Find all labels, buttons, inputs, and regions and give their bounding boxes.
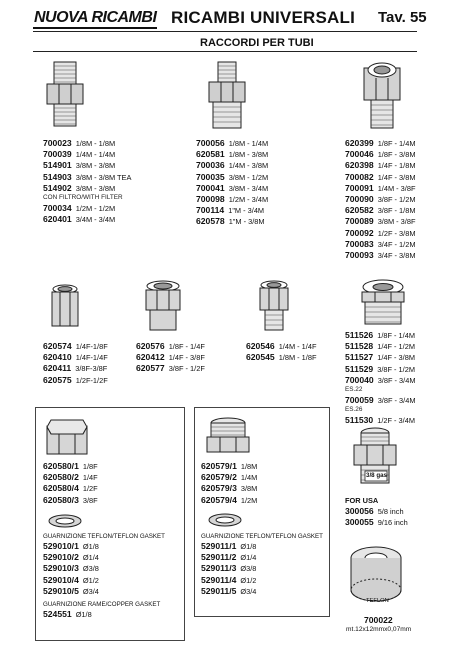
list-row2c	[246, 341, 316, 363]
gas-size-label: 3/8 gas	[366, 472, 387, 479]
list-item: 529010/5 Ø3/4	[43, 585, 99, 596]
list-col1	[43, 138, 131, 225]
list-row2d	[345, 330, 415, 426]
hex-cap-icon	[45, 418, 89, 458]
gasket-label: GUARNIZIONE TEFLON/TEFLON GASKET	[43, 533, 165, 540]
list-item: 529010/1 Ø1/8	[43, 541, 99, 551]
page-title: RICAMBI UNIVERSALI	[171, 8, 355, 27]
list-item: 620580/3 3/8F	[43, 494, 98, 505]
reducer-nipple-icon	[207, 60, 247, 130]
list-item: 620546 1/4M - 1/4F	[246, 341, 317, 351]
list-item: 700046 1/8F - 3/8M	[345, 149, 416, 160]
list-item: 620580/4 1/2F	[43, 483, 98, 494]
list-item: 620580/1 1/8F	[43, 461, 98, 471]
mf-adapter-icon	[257, 280, 291, 332]
list-item: 620582 3/8F - 1/8M	[345, 205, 416, 216]
list-item: 700034 1/2M - 1/2M	[43, 202, 116, 213]
list-item: 529010/3 Ø3/8	[43, 563, 99, 574]
list-item: 514901 3/8M - 3/8M	[43, 160, 116, 171]
list-item: 700036 1/4M - 3/8M	[196, 160, 269, 171]
list-item: 620410 1/4F-1/4F	[43, 352, 108, 363]
header-rule-top	[33, 31, 417, 32]
bushing-icon	[358, 278, 408, 328]
list-item: 620579/3 3/8M	[201, 483, 258, 494]
list-item: 700098 1/2M - 3/4M	[196, 194, 269, 205]
list-item: 620399 1/8F - 1/4M	[345, 138, 416, 148]
hex-plug-icon	[205, 416, 251, 456]
list-item: 700114 1"M - 3/4M	[196, 205, 265, 216]
teflon-roll-label: TEFLON	[366, 598, 389, 604]
list-item: 700083 3/4F - 1/2M	[345, 238, 416, 249]
list-item: 620576 1/8F - 1/4F	[136, 341, 205, 351]
list-item: 511528 1/4F - 1/2M	[345, 341, 415, 352]
list-item: 511526 1/8F - 1/4M	[345, 330, 415, 340]
list-item: 700090 3/8F - 1/2M	[345, 194, 416, 205]
gasket-ring-icon	[47, 513, 83, 529]
list-row2b	[136, 341, 205, 375]
list-item: 529011/3 Ø3/8	[201, 563, 257, 574]
list-item: 620575 1/2F-1/2F	[43, 374, 108, 385]
list-item: 700035 3/8M - 1/2M	[196, 171, 269, 182]
list-item: 524551 Ø1/8	[43, 609, 92, 620]
teflon-roll-code: 700022	[364, 615, 393, 625]
list-teflon-gaskets-2	[201, 532, 323, 597]
nipple-mm-icon	[45, 60, 85, 128]
list-col3	[345, 138, 415, 261]
list-teflon-gaskets-1	[43, 532, 165, 620]
gasket-label: GUARNIZIONE TEFLON/TEFLON GASKET	[201, 533, 323, 540]
list-col2	[196, 138, 268, 228]
list-item: 700041 3/8M - 3/4M	[196, 182, 269, 193]
list-item: 620578 1"M - 3/8M	[196, 216, 265, 227]
list-item: 511530 1/2F - 3/4M	[345, 414, 415, 425]
list-caps	[43, 461, 98, 506]
copper-gasket-label: GUARNIZIONE RAME/COPPER GASKET	[43, 601, 161, 609]
list-item: 620577 3/8F - 1/2F	[136, 363, 205, 374]
list-item: 620579/2 1/4M	[201, 472, 258, 483]
list-item: 700089 3/8M - 3/8F	[345, 216, 416, 227]
list-item: 620580/2 1/4F	[43, 472, 98, 483]
list-usa	[345, 495, 408, 529]
list-item: 620545 1/8M - 1/8F	[246, 352, 317, 363]
list-item: 700023 1/8M - 1/8M	[43, 138, 116, 148]
list-item: 620398 1/4F - 1/8M	[345, 160, 416, 171]
plate-number: Tav. 55	[378, 9, 427, 26]
list-item: 300056 5/8 inch	[345, 506, 404, 517]
list-item: 511527 1/4F - 3/8M	[345, 352, 415, 363]
gasket-ring-icon	[207, 512, 243, 528]
list-item: 700091 1/4M - 3/8F	[345, 182, 416, 193]
list-item: 700039 1/4M - 1/4M	[43, 149, 116, 160]
fm-adapter-icon	[360, 60, 404, 130]
item-note: CON FILTRO/WITH FILTER	[43, 193, 123, 201]
list-item: 700040 3/8F - 3/4M	[345, 374, 416, 385]
page-subtitle: RACCORDI PER TUBI	[200, 37, 314, 49]
teflon-roll-size: mt.12x12mmx0,07mm	[346, 626, 412, 633]
list-item: 700056 1/8M - 1/4M	[196, 138, 269, 148]
reducer-socket-icon	[143, 280, 183, 334]
list-item: 529010/2 Ø1/4	[43, 552, 99, 563]
item-note: ES.26	[345, 405, 363, 413]
list-item: 700092 1/2F - 3/8M	[345, 227, 416, 238]
list-row2a	[43, 341, 108, 386]
list-item: 511529 3/8F - 1/2M	[345, 363, 415, 374]
list-item: 300055 9/16 inch	[345, 517, 408, 528]
list-item: 620574 1/4F-1/8F	[43, 341, 108, 351]
list-item: 700093 3/4F - 3/8M	[345, 250, 416, 261]
list-item: 620411 3/8F-3/8F	[43, 363, 108, 374]
list-item: 620579/4 1/2M	[201, 494, 258, 505]
list-item: 529011/4 Ø1/2	[201, 574, 257, 585]
list-plugs	[201, 461, 257, 506]
socket-ff-icon	[50, 284, 80, 334]
list-item: 700082 1/4F - 3/8M	[345, 171, 416, 182]
list-item: 620579/1 1/8M	[201, 461, 258, 471]
header-rule-bottom	[33, 51, 417, 52]
list-item: 514902 3/8M - 3/8M	[43, 182, 116, 193]
item-note: ES.22	[345, 385, 363, 393]
list-item: 529011/1 Ø1/8	[201, 541, 257, 551]
list-item: 700059 3/8F - 3/4M	[345, 394, 416, 405]
list-item: 620401 3/4M - 3/4M	[43, 214, 116, 225]
brand-logo: NUOVA RICAMBI	[33, 9, 157, 29]
list-item: 620412 1/4F - 3/8F	[136, 352, 205, 363]
usa-heading: FOR USA	[345, 496, 379, 505]
list-item: 529011/2 Ø1/4	[201, 552, 257, 563]
list-item: 514903 3/8M - 3/8M TEA	[43, 171, 132, 182]
list-item: 529010/4 Ø1/2	[43, 574, 99, 585]
list-item: 620581 1/8M - 3/8M	[196, 149, 269, 160]
list-item: 529011/5 Ø3/4	[201, 585, 257, 596]
